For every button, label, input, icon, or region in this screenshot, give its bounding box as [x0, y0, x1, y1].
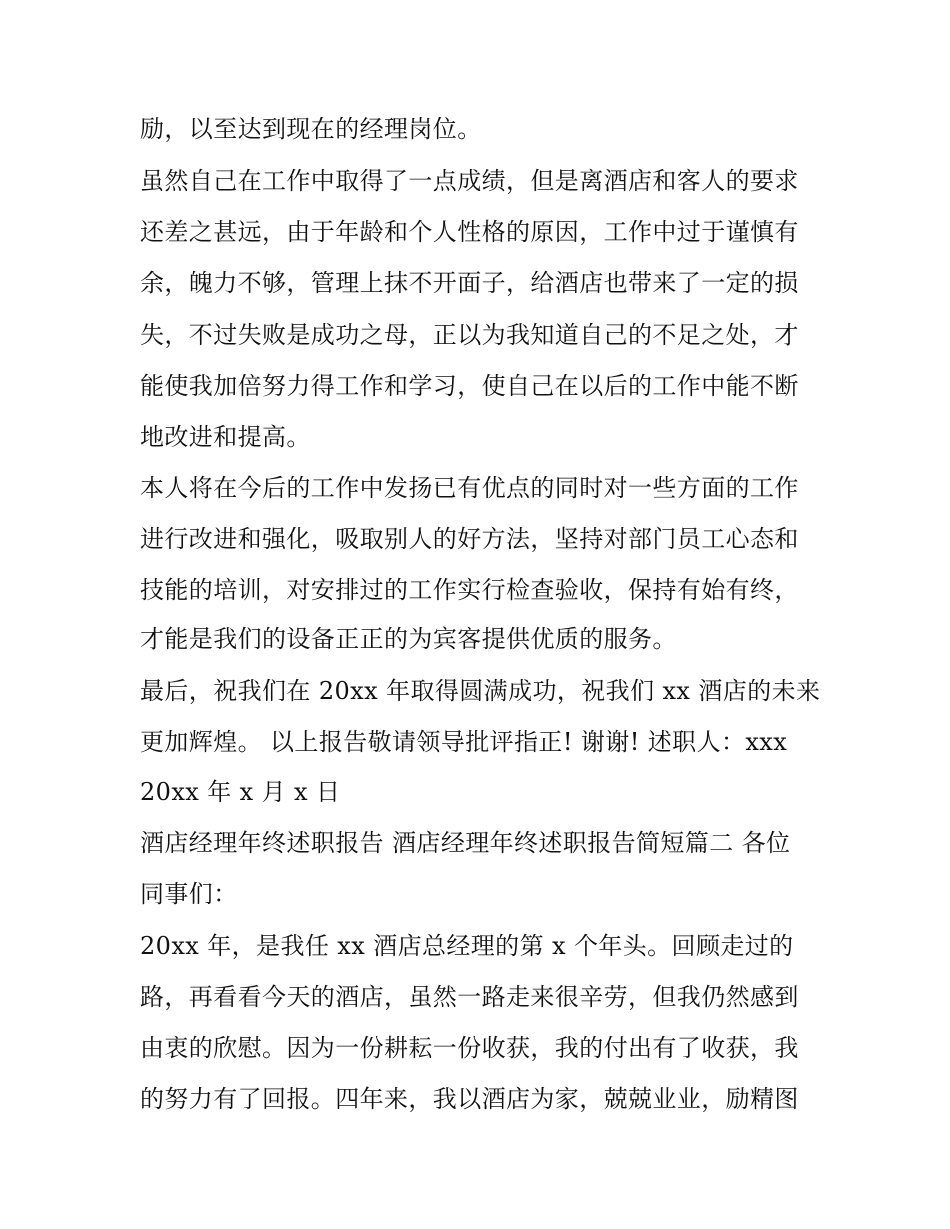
text-line: 的努力有了回报。四年来，我以酒店为家，兢兢业业，励精图	[140, 1085, 799, 1113]
text-line: 能使我加倍努力得工作和学习，使自己在以后的工作中能不断	[140, 372, 799, 400]
text-line: 才能是我们的设备正正的为宾客提供优质的服务。	[140, 625, 677, 653]
text-line: 20xx 年 x 月 x 日	[140, 778, 341, 806]
text-line: 本人将在今后的工作中发扬已有优点的同时对一些方面的工作	[140, 474, 799, 502]
text-line: 励，以至达到现在的经理岗位。	[140, 115, 482, 143]
text-line: 余，魄力不够，管理上抹不开面子，给酒店也带来了一定的损	[140, 269, 799, 297]
text-line: 虽然自己在工作中取得了一点成绩，但是离酒店和客人的要求	[140, 167, 799, 195]
text-line: 还差之甚远，由于年龄和个人性格的原因，工作中过于谨慎有	[140, 218, 799, 246]
text-line: 路，再看看今天的酒店，虽然一路走来很辛劳，但我仍然感到	[140, 983, 799, 1011]
text-line: 地改进和提高。	[140, 423, 311, 451]
text-line: 最后，祝我们在 20xx 年取得圆满成功，祝我们 xx 酒店的未来	[140, 677, 821, 705]
text-line: 技能的培训，对安排过的工作实行检查验收，保持有始有终，	[140, 576, 799, 604]
text-line: 酒店经理年终述职报告 酒店经理年终述职报告简短篇二 各位	[140, 829, 791, 857]
text-line: 更加辉煌。 以上报告敬请领导批评指正! 谢谢! 述职人：xxx	[140, 728, 788, 756]
text-line: 20xx 年，是我任 xx 酒店总经理的第 x 个年头。回顾走过的	[140, 932, 794, 960]
text-line: 失，不过失败是成功之母，正以为我知道自己的不足之处，才	[140, 321, 799, 349]
text-line: 同事们：	[140, 880, 238, 908]
text-line: 由衷的欣慰。因为一份耕耘一份收获，我的付出有了收获，我	[140, 1034, 799, 1062]
text-line: 进行改进和强化，吸取别人的好方法，坚持对部门员工心态和	[140, 525, 799, 553]
